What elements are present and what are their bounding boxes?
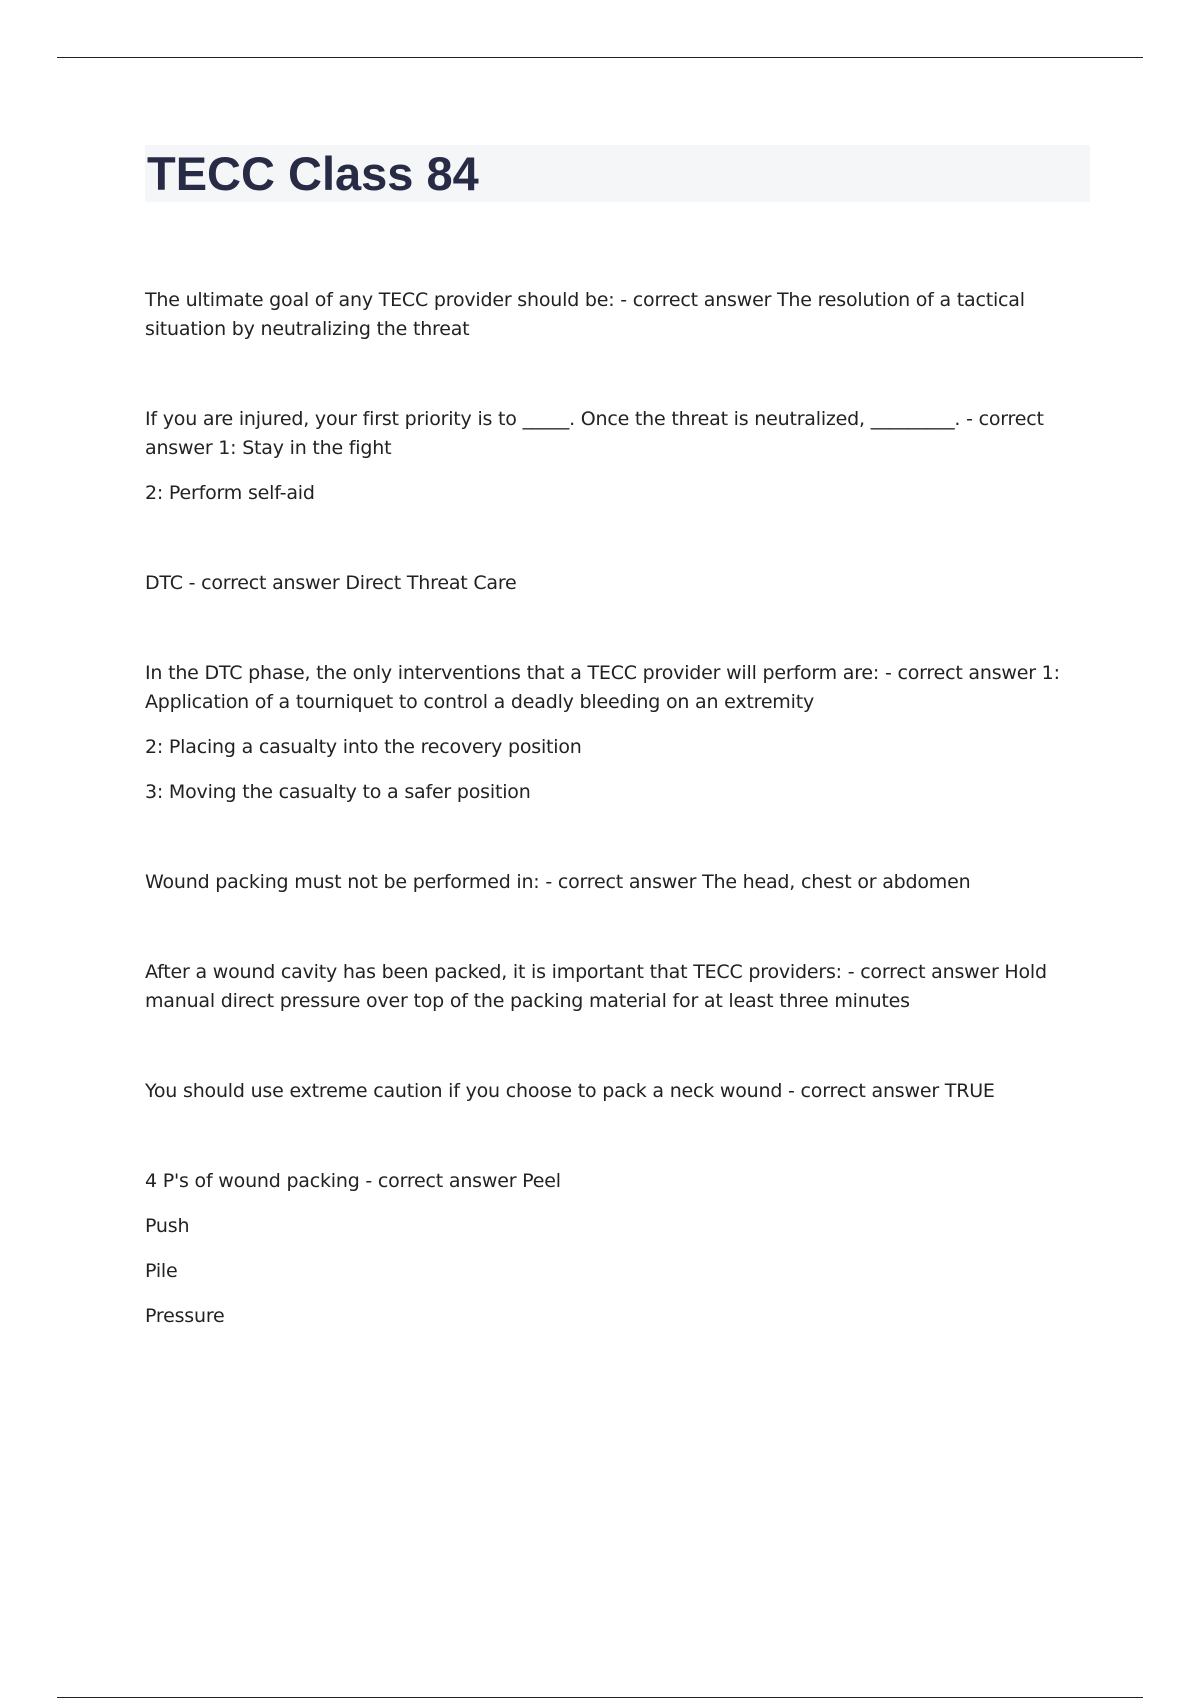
qa-line: You should use extreme caution if you choose to pack a neck wound - correct answer TRUE (145, 1080, 995, 1102)
document-title: TECC Class 84 (147, 147, 479, 200)
qa-line: If you are injured, your first priority is to _____. Once the threat is neutralized, _________. - correct answer 1: Stay in the fight (145, 408, 1044, 459)
header-rule (57, 57, 1143, 58)
qa-line: 4 P's of wound packing - correct answer Peel (145, 1170, 561, 1192)
qa-item-8 (145, 1167, 1090, 1331)
qa-item-1 (145, 286, 1090, 344)
qa-line: 3: Moving the casualty to a safer position (145, 781, 531, 803)
qa-line: 2: Perform self-aid (145, 482, 315, 504)
qa-item-6 (145, 958, 1090, 1016)
qa-line: Push (145, 1215, 190, 1237)
qa-line: The ultimate goal of any TECC provider should be: - correct answer The resolution of a tactical situation by neutralizing the threat (145, 289, 1025, 340)
qa-item-2 (145, 405, 1090, 508)
qa-item-5 (145, 868, 1090, 897)
qa-line: Pressure (145, 1305, 225, 1327)
qa-line: 2: Placing a casualty into the recovery position (145, 736, 582, 758)
qa-line: DTC - correct answer Direct Threat Care (145, 572, 517, 594)
qa-line: Wound packing must not be performed in: - correct answer The head, chest or abdomen (145, 871, 971, 893)
qa-item-7 (145, 1077, 1090, 1106)
qa-line: After a wound cavity has been packed, it is important that TECC providers: - correct answer Hold manual direct pressure over top of the packing material for at least three minutes (145, 961, 1047, 1012)
title-band (145, 145, 1090, 202)
qa-item-3 (145, 569, 1090, 598)
qa-line: Pile (145, 1260, 178, 1282)
qa-item-4 (145, 659, 1090, 807)
document-body (145, 145, 1090, 1392)
qa-line: In the DTC phase, the only interventions that a TECC provider will perform are: - correct answer 1: Application of a tourniquet to control a deadly bleeding on an extremity (145, 662, 1060, 713)
footer-rule (57, 1697, 1143, 1698)
